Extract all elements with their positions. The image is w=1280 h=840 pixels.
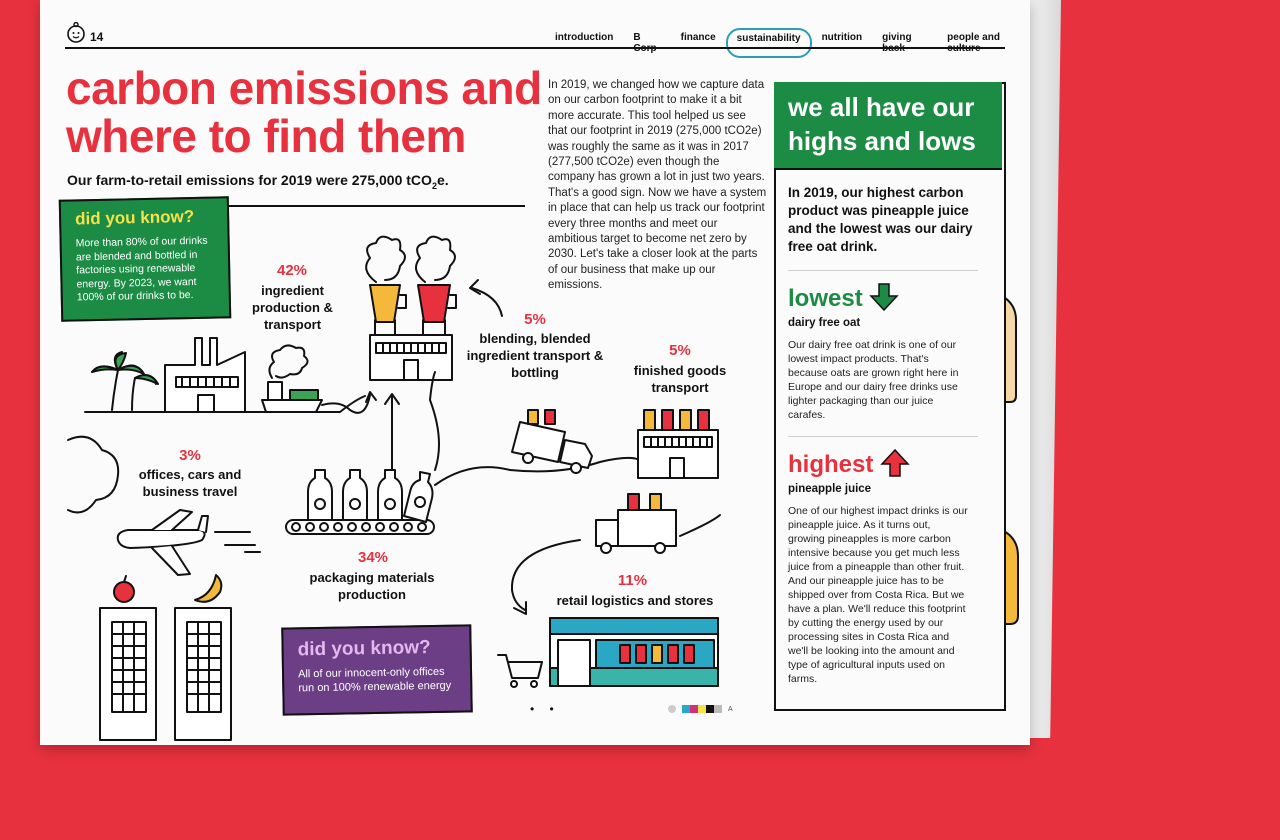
did-you-know-box-offices [281,624,473,715]
nav-sustainability[interactable]: sustainability [726,28,812,58]
swatch-yellow [698,705,706,713]
subtitle-suffix: e. [436,172,449,188]
did-you-know-box-renewable-factories [59,196,232,322]
retail-percent: 11% [617,572,648,589]
title-line-2: where to find them [66,110,466,162]
finished-goods-percent: 5% [669,342,691,359]
subtitle-subscript: 2 [431,180,437,191]
highest-heading [788,448,910,479]
shopping-cart-icon [498,655,542,687]
banana-icon [195,575,221,602]
page-curl-edge [1025,0,1061,738]
nav-introduction[interactable]: introduction [555,32,614,43]
panel-divider [788,270,978,271]
airplane-icon [118,510,260,575]
print-color-bar [668,705,733,713]
ship-icon [262,345,322,412]
packaging-percent: 34% [357,549,389,566]
did-you-know-body: More than 80% of our drinks are blended and bottled in factories using renewable energy. By 2023, we want 100% of our drinks to be. [75,234,208,304]
retail-label: retail logistics and stores [556,593,714,608]
panel-heading: we all have our highs and lows [774,82,1002,170]
did-you-know-title: did you know? [74,206,195,229]
arrow-up-icon [880,448,910,478]
blending-percent: 5% [524,311,546,328]
apple-icon [114,582,134,602]
swatch-black [706,705,714,713]
factory-icon [165,338,245,412]
conveyor-belt-icon [286,520,434,534]
did-you-know-title-2: did you know? [297,637,431,661]
packaging-label: packaging materials production [309,570,435,602]
footer-dots: • • [530,702,560,716]
lowest-product: dairy free oat [788,317,861,329]
panel-divider-2 [788,436,978,437]
panel-intro: In 2019, our highest carbon product was pineapple juice and the lowest was our dairy free oat drink. [788,185,973,254]
nav-giving-back[interactable]: giving [882,32,912,43]
intro-paragraph: In 2019, we changed how we capture data on our carbon footprint to make it a bit more accurate. This tool helped us see that our footprint in 2019 (275,000 tCO2e) was roughly the same as it was in 2017 (277,500 tCO2e) even though the company has grown a lot in just two years. That's a good sign. Now we have a system in place that can help us track our footprint every three months and meet our ambitious target to become net zero by 2030. Let's take a closer look at the parts of our business that make up our emissions. [548,79,767,292]
cloud-icon [68,437,118,513]
ingredient-percent: 42% [276,262,308,279]
blending-factory-icon [366,237,456,380]
retail-store-icon [550,618,718,686]
swatch-cyan [682,705,690,713]
nav-nutrition[interactable]: nutrition [821,32,863,43]
nav-b-corp[interactable]: B [633,32,641,43]
offices-percent: 3% [179,447,201,464]
office-building-icon [100,608,231,740]
nav-finance[interactable]: finance [680,32,716,43]
finished-goods-label: finished goods transport [633,363,727,395]
delivery-truck-icon [512,410,592,473]
swatch-grey [668,705,676,713]
bottle-icons [308,470,433,522]
print-mark: A [728,705,733,713]
lowest-label: lowest [788,285,863,312]
subtitle-text: Our farm-to-retail emissions for 2019 were 275,000 tCO [67,172,432,188]
lowest-heading [788,282,899,313]
blending-label: blending, blended ingredient transport & bottling [466,331,604,380]
swatch-magenta [690,705,698,713]
highest-label: highest [788,451,874,478]
warehouse-icon [638,410,718,478]
arrow-down-icon [869,282,899,312]
page-number: 14 [90,30,104,44]
did-you-know-body-2: All of our innocent-only offices run on 100% renewable energy [297,665,452,695]
swatch-grey-2 [714,705,722,713]
lowest-text: Our dairy free oat drink is one of our lowest impact products. That's because oats are grown right here in Europe and our dairy free drinks use lighter packaging than our juice carafes. [788,339,959,421]
ingredient-label: ingredient production & transport [252,283,333,332]
nav-people-and-culture[interactable]: people and [947,32,1000,43]
report-page [40,0,1030,745]
delivery-truck-icon-2 [596,494,676,553]
highest-text: One of our highest impact drinks is our pineapple juice. As it turns out, growing pineapples is more carbon intensive because you get much less juice from a pineapple than other fruit. And our pineapple juice has to be shipped over from Costa Rica. But we have a plan. We'll reduce this footprint by cutting the energy used by our processing sites in Costa Rica and we'll be looking into the amount and type of agricultural inputs used on farms. [788,505,968,685]
title-line-1: carbon emissions and [66,62,542,114]
offices-label: offices, cars and business travel [138,467,242,499]
highest-product: pineapple juice [788,483,872,495]
